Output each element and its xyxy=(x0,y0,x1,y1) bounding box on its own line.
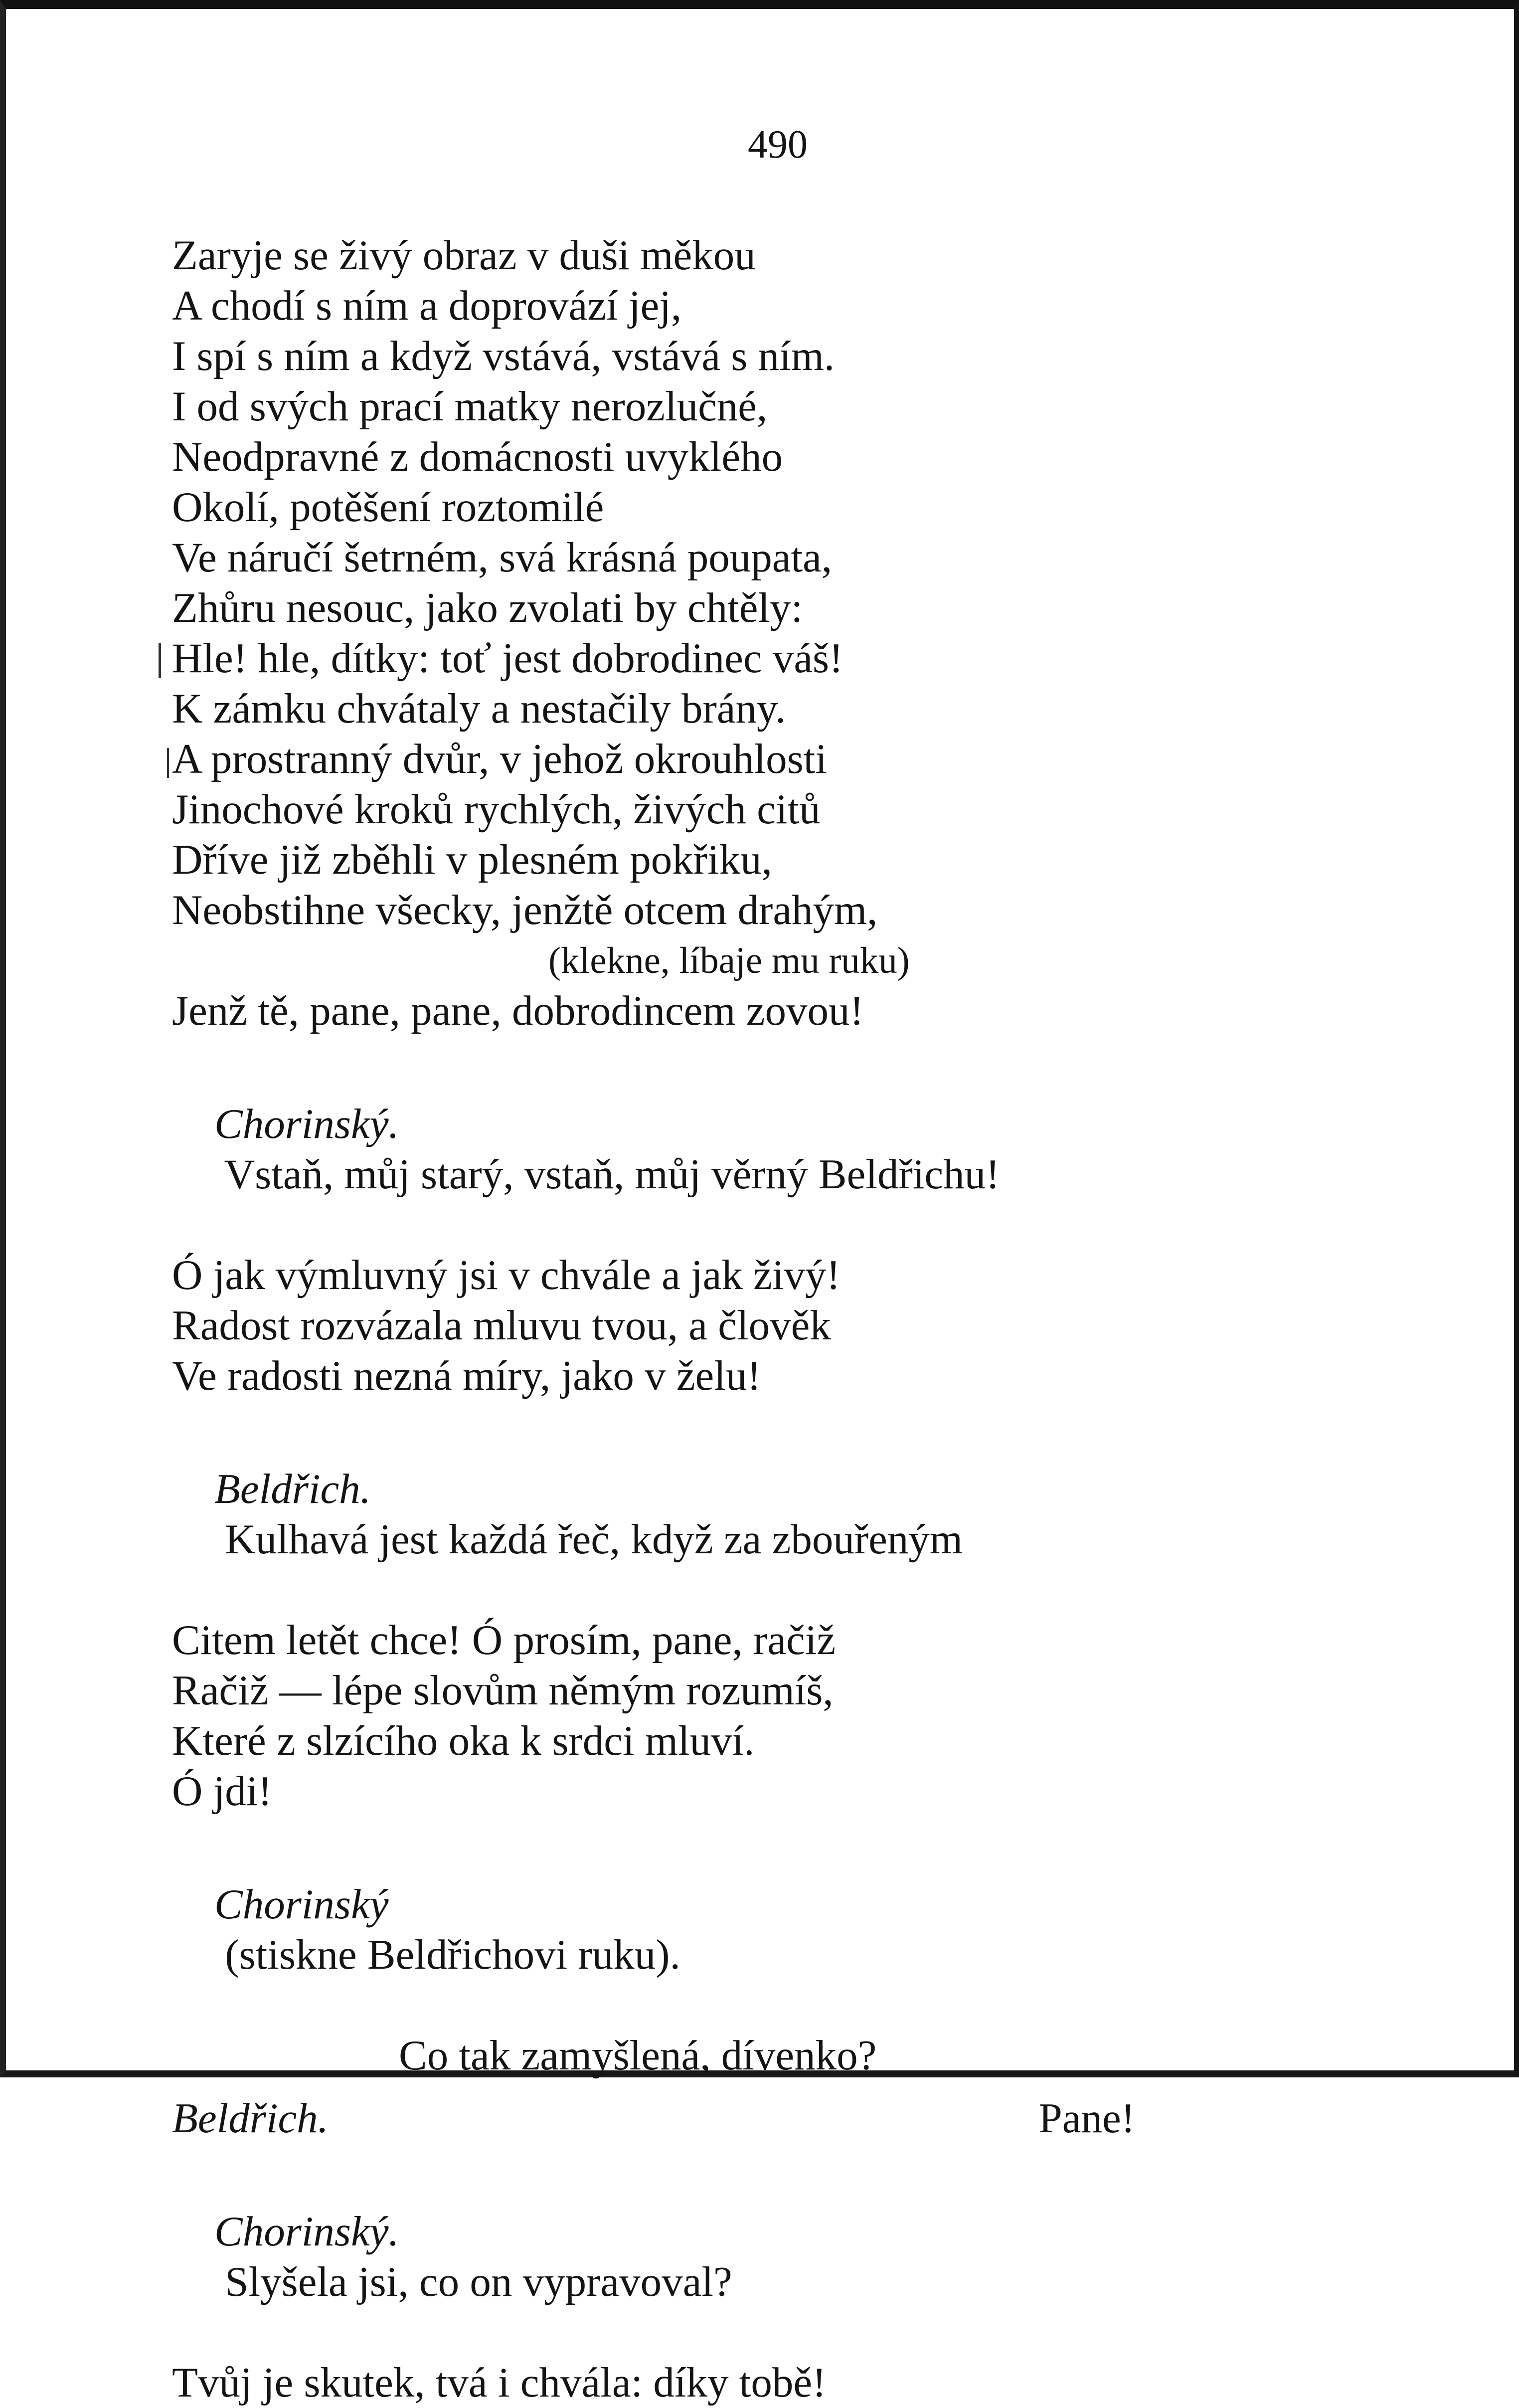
dialogue-line xyxy=(172,2156,1368,2358)
verse-line: Jenž tě, pane, pane, dobrodincem zovou! xyxy=(172,987,864,1034)
dialogue-line xyxy=(172,1049,1368,1250)
verse-line: Račiž — lépe slovům němým rozumíš, xyxy=(172,1667,834,1714)
speech-text xyxy=(214,1151,224,1198)
speech-text: Kulhavá jest každá řeč, když za zbouřeným xyxy=(225,1516,963,1563)
speaker-name: Chorinský. xyxy=(214,2208,399,2255)
verse-line: A chodí s ním a doprovází jej, xyxy=(172,282,682,329)
verse-line: I od svých prací matky nerozlučné, xyxy=(172,383,768,430)
speech-text xyxy=(214,1931,225,1978)
verse-line: Ve náručí šetrném, svá krásná poupata, xyxy=(172,534,833,581)
speech-text xyxy=(214,1516,225,1563)
speaker-name: Chorinský xyxy=(214,1881,389,1928)
speaker-name: Chorinský. xyxy=(214,1101,399,1147)
speaker-name: Beldřich. xyxy=(172,2095,329,2142)
dialogue-line xyxy=(172,1414,1368,1615)
verse-line: I spí s ním a když vstává, vstává s ním. xyxy=(172,333,835,379)
stage-direction: (stiskne Beldřichovi ruku). xyxy=(225,1931,680,1978)
verse-line: Jinochové kroků rychlých, živých citů xyxy=(172,786,821,833)
verse-line: Tvůj je skutek, tvá i chvála: díky tobě! xyxy=(172,2359,827,2406)
verse-line: Radost rozvázala mluvu tvou, a člověk xyxy=(172,1302,831,1349)
stage-direction: (klekne, líbaje mu ruku) xyxy=(548,940,910,981)
speech-text: Slyšela jsi, co on vypravoval? xyxy=(225,2258,732,2305)
verse-line: A prostranný dvůr, v jehož okrouhlosti xyxy=(172,736,827,782)
verse-line: Ó jak výmluvný jsi v chvále a jak živý! xyxy=(172,1252,841,1298)
verse-line: Neobstihne všecky, jenžtě otcem drahým, xyxy=(172,887,878,933)
speech-text: Pane! xyxy=(1038,2095,1135,2142)
dialogue-line xyxy=(172,2093,1135,2144)
verse-line: Dříve již zběhli v plesném pokřiku, xyxy=(172,836,772,883)
verse-line: K zámku chvátaly a nestačily brány. xyxy=(172,685,786,732)
margin-mark xyxy=(167,748,169,778)
verse-line: Které z slzícího oka k srdci mluví. xyxy=(172,1717,755,1764)
speaker-name: Beldřich. xyxy=(214,1466,371,1512)
verse-line: Zaryje se živý obraz v duši měkou xyxy=(172,232,756,279)
speech-text xyxy=(214,2258,225,2305)
dialogue-line xyxy=(172,1829,1368,2031)
verse-line: Ó jdi! xyxy=(172,1768,272,1815)
page-number: 490 xyxy=(748,123,808,167)
verse-line: Ve radosti nezná míry, jako v želu! xyxy=(172,1352,761,1399)
verse-line: Hle! hle, dítky: toť jest dobrodinec váš! xyxy=(172,635,844,682)
verse-line: Zhůru nesouc, jako zvolati by chtěly: xyxy=(172,584,803,631)
verse-line: Co tak zamyšlená, dívenko? xyxy=(399,2032,877,2079)
verse-line: Citem letět chce! Ó prosím, pane, račiž xyxy=(172,1617,836,1664)
verse-line: Okolí, potěšení roztomilé xyxy=(172,484,604,531)
speech-text: Vstaň, můj starý, vstaň, můj věrný Beldřichu! xyxy=(224,1151,1000,1198)
poem-text xyxy=(172,230,1368,2408)
margin-mark xyxy=(159,643,161,678)
verse-line: Neodpravné z domácnosti uvyklého xyxy=(172,433,783,480)
